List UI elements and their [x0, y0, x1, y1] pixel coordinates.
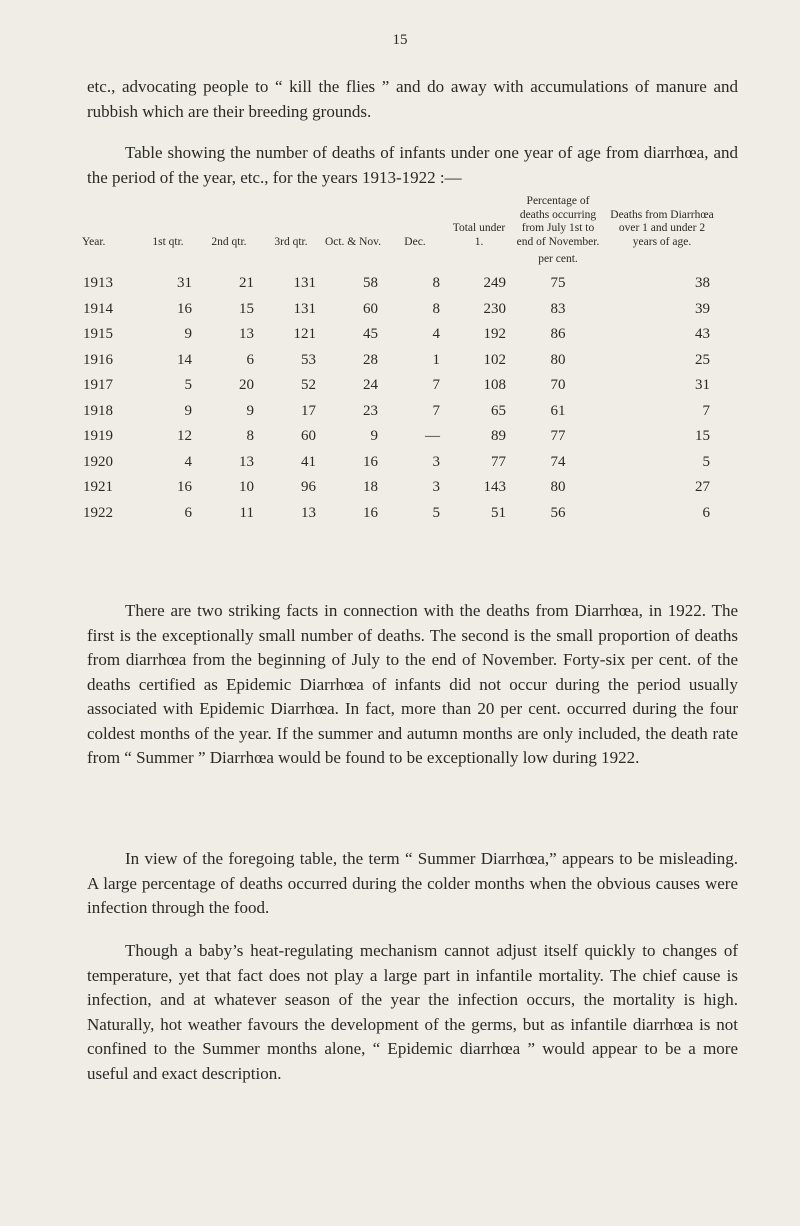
cell-total: 192	[483, 326, 506, 343]
cell-q2: 9	[246, 402, 254, 419]
cell-year: 1921	[83, 479, 113, 496]
cell-q2: 10	[239, 479, 254, 496]
cell-dec: —	[425, 428, 440, 445]
cell-over-one: 7	[702, 402, 710, 419]
page-number: 15	[392, 32, 408, 48]
cell-q1: 12	[177, 428, 192, 445]
cell-pct: 80	[550, 351, 566, 368]
paragraph-intro: etc., advocating people to “ kill the flies ” and do away with accumulations of manure and rubbish which are their breeding grounds.	[87, 77, 738, 121]
cell-q1: 6	[184, 504, 192, 521]
cell-q2: 20	[239, 377, 254, 394]
cell-oct-nov: 58	[363, 275, 378, 292]
cell-total: 108	[483, 377, 506, 394]
header-q1: 1st qtr.	[152, 235, 184, 248]
cell-q2: 11	[239, 504, 254, 521]
cell-oct-nov: 23	[363, 402, 378, 419]
infant-deaths-table	[80, 195, 720, 526]
cell-q2: 21	[239, 275, 254, 292]
cell-dec: 3	[432, 453, 440, 470]
cell-over-one: 6	[702, 504, 710, 521]
table-row	[80, 348, 720, 374]
table-row	[80, 373, 720, 399]
cell-pct: 83	[550, 300, 566, 317]
cell-total: 51	[491, 504, 506, 521]
cell-pct: 75	[550, 275, 566, 292]
cell-year: 1913	[83, 275, 113, 292]
table-row	[80, 424, 720, 450]
cell-dec: 7	[432, 402, 440, 419]
table-row	[80, 271, 720, 297]
cell-year: 1914	[83, 300, 113, 317]
cell-year: 1917	[83, 377, 113, 394]
percentage-unit: per cent.	[538, 253, 578, 265]
cell-total: 249	[483, 275, 506, 292]
cell-total: 102	[483, 351, 506, 368]
cell-dec: 7	[432, 377, 440, 394]
cell-q2: 6	[246, 351, 254, 368]
table-row	[80, 297, 720, 323]
cell-q3: 52	[301, 377, 316, 394]
cell-oct-nov: 28	[363, 351, 378, 368]
cell-pct: 70	[550, 377, 566, 394]
cell-pct: 74	[550, 453, 566, 470]
paragraph-heat: Though a baby’s heat-regulating mechanism cannot adjust itself quickly to changes of temperature, yet that fact does not play a large part in infantile mortality. The chief cause is infection, and at whatever season of the year the infection occurs, the mortality is high. Naturally, hot weather favours the development of the germs, but as infantile diarrhœa is not confined to the Summer months alone, “ Epidemic diarrhœa ” would appear to be a more useful and exact description.	[87, 941, 738, 1083]
cell-pct: 77	[550, 428, 566, 445]
cell-q3: 121	[293, 326, 316, 343]
cell-q3: 131	[293, 275, 316, 292]
cell-year: 1918	[83, 402, 113, 419]
table-row	[80, 399, 720, 425]
cell-over-one: 15	[695, 428, 710, 445]
cell-dec: 1	[432, 351, 440, 368]
header-q3: 3rd qtr.	[274, 235, 308, 248]
table-header-row	[80, 195, 720, 253]
cell-oct-nov: 16	[363, 453, 378, 470]
cell-oct-nov: 45	[363, 326, 378, 343]
table-row	[80, 475, 720, 501]
cell-q3: 60	[301, 428, 316, 445]
cell-q2: 13	[239, 326, 254, 343]
cell-q3: 53	[301, 351, 316, 368]
cell-q3: 131	[293, 300, 316, 317]
cell-q3: 17	[301, 402, 316, 419]
cell-year: 1922	[83, 504, 113, 521]
cell-q1: 14	[177, 351, 192, 368]
cell-dec: 4	[432, 326, 440, 343]
cell-q1: 16	[177, 300, 192, 317]
table-row	[80, 501, 720, 527]
header-total: Total under 1.	[452, 222, 506, 248]
header-over-one: Deaths from Diarrhœa over 1 and under 2 years of age.	[610, 208, 714, 248]
header-q2: 2nd qtr.	[211, 235, 247, 248]
cell-q1: 4	[184, 453, 192, 470]
cell-over-one: 31	[695, 377, 710, 394]
cell-pct: 61	[550, 402, 566, 419]
cell-oct-nov: 16	[363, 504, 378, 521]
cell-over-one: 5	[702, 453, 710, 470]
cell-oct-nov: 18	[363, 479, 378, 496]
cell-q2: 15	[239, 300, 254, 317]
header-year: Year.	[82, 235, 106, 248]
cell-total: 230	[483, 300, 506, 317]
cell-q1: 5	[184, 377, 192, 394]
cell-oct-nov: 24	[363, 377, 378, 394]
cell-q1: 9	[184, 402, 192, 419]
cell-over-one: 39	[695, 300, 710, 317]
cell-total: 143	[483, 479, 506, 496]
cell-oct-nov: 60	[363, 300, 378, 317]
cell-dec: 8	[432, 275, 440, 292]
cell-q1: 31	[177, 275, 192, 292]
cell-oct-nov: 9	[370, 428, 378, 445]
cell-over-one: 38	[695, 275, 710, 292]
cell-q3: 13	[301, 504, 316, 521]
cell-dec: 3	[432, 479, 440, 496]
header-oct-nov: Oct. & Nov.	[324, 235, 382, 248]
cell-pct: 56	[550, 504, 566, 521]
cell-total: 89	[491, 428, 506, 445]
cell-q1: 16	[177, 479, 192, 496]
cell-year: 1915	[83, 326, 113, 343]
cell-q2: 13	[239, 453, 254, 470]
cell-total: 77	[491, 453, 506, 470]
table-row	[80, 322, 720, 348]
cell-year: 1919	[83, 428, 113, 445]
cell-year: 1916	[83, 351, 113, 368]
table-caption: Table showing the number of deaths of infants under one year of age from diarrhœa, and the period of the year, etc., for the years 1913-1922 :—	[87, 143, 738, 187]
paragraph-misleading: In view of the foregoing table, the term “ Summer Diarrhœa,” appears to be misleading. A large percentage of deaths occurred during the colder months when the obvious causes were infection through the food.	[87, 849, 738, 917]
cell-q3: 96	[301, 479, 316, 496]
cell-pct: 86	[550, 326, 566, 343]
cell-q1: 9	[184, 326, 192, 343]
cell-total: 65	[491, 402, 506, 419]
cell-over-one: 43	[695, 326, 710, 343]
header-percentage: Percentage of deaths occurring from July 1st to end of November.	[516, 195, 600, 248]
table-row	[80, 450, 720, 476]
cell-dec: 8	[432, 300, 440, 317]
cell-dec: 5	[432, 504, 440, 521]
unit-row	[80, 253, 720, 271]
cell-over-one: 25	[695, 351, 710, 368]
cell-q2: 8	[246, 428, 254, 445]
cell-pct: 80	[550, 479, 566, 496]
cell-over-one: 27	[695, 479, 710, 496]
header-dec: Dec.	[404, 235, 426, 248]
cell-q3: 41	[301, 453, 316, 470]
paragraph-facts: There are two striking facts in connection with the deaths from Diarrhœa, in 1922. The first is the exceptionally small number of deaths. The second is the small proportion of deaths from diarrhœa from the beginning of July to the end of November. Forty-six per cent. of the deaths certified as Epidemic Diarrhœa of infants did not occur during the period usually associated with Epidemic Diarrhœa. In fact, more than 20 per cent. occurred during the four coldest months of the year. If the summer and autumn months are only included, the death rate from “ Summer ” Diarrhœa would be found to be exceptionally low during 1922.	[87, 601, 738, 767]
cell-year: 1920	[83, 453, 113, 470]
